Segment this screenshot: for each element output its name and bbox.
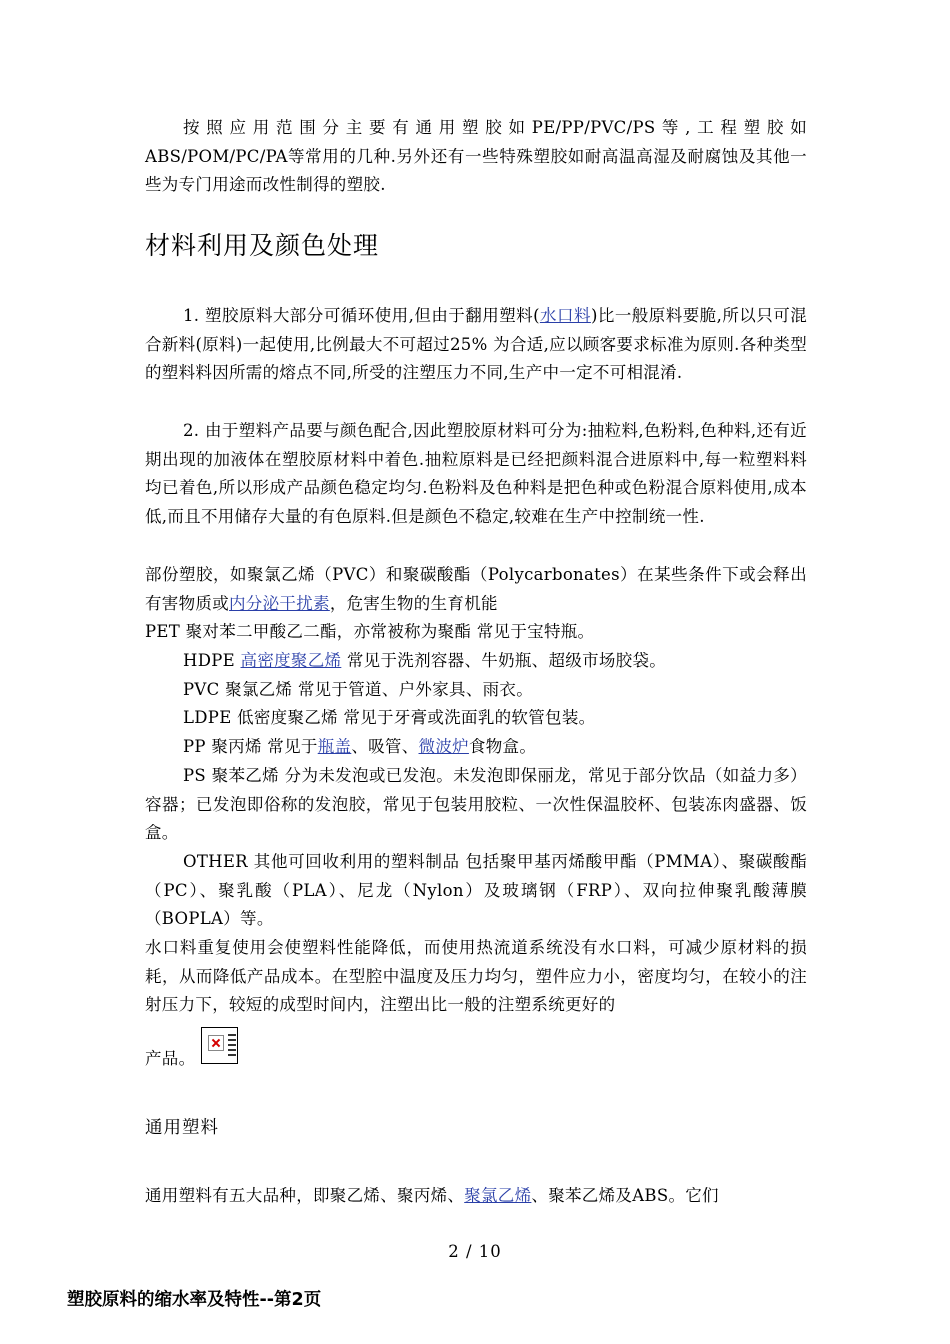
intro-paragraph: 按照应用范围分主要有通用塑胶如PE/PP/PVC/PS等,工程塑胶如ABS/POM/PC/PA等常用的几种.另外还有一些特殊塑胶如耐高温高湿及耐腐蚀及其他一些为专门用途而改性制得的塑胶. xyxy=(145,118,807,195)
page-number: 2 / 10 xyxy=(448,1242,502,1261)
link-bottle-cap[interactable]: 瓶盖 xyxy=(317,737,352,756)
paragraph-1 xyxy=(145,302,807,388)
pp-code: PP 聚丙烯 常见于 xyxy=(183,737,318,756)
p5-text-before: 通用塑料有五大品种，即聚乙烯、聚丙烯、 xyxy=(145,1186,465,1205)
paragraph-5 xyxy=(145,1182,719,1206)
plastic-pvc: PVC 聚氯乙烯 常见于管道、户外家具、雨衣。 xyxy=(183,680,534,699)
section-heading: 材料利用及颜色处理 xyxy=(145,231,380,260)
plastic-ldpe: LDPE 低密度聚乙烯 常见于牙膏或洗面乳的软管包装。 xyxy=(183,708,596,727)
p1-text-after: )比一般原料要脆,所以只可混合新料(原料)一起使用,比例最大不可超过25% 为合适,应以顾客要求标准为原则.各种类型的塑料料因所需的熔点不同,所受的注塑压力不同,生产中一定不可相混淆. xyxy=(145,306,808,383)
link-shuikouliao[interactable]: 水口料 xyxy=(539,306,591,325)
broken-image-icon xyxy=(201,1027,238,1064)
plastic-ps: PS 聚苯乙烯 分为未发泡或已发泡。未发泡即保丽龙，常见于部分饮品（如益力多）容器；已发泡即俗称的发泡胶，常见于包装用胶粒、一次性保温胶杯、包装冻肉盛器、饭盒。 xyxy=(145,766,807,843)
p5-text-after: 、聚苯乙烯及ABS。它们 xyxy=(531,1186,719,1205)
footer-title: 塑胶原料的缩水率及特性--第2页 xyxy=(67,1290,322,1310)
paragraph-3 xyxy=(145,561,807,618)
broken-image-x-icon xyxy=(208,1035,224,1051)
subheading-general-plastics: 通用塑料 xyxy=(145,1118,219,1138)
plastic-pet: PET 聚对苯二甲酸乙二酯，亦常被称为聚酯 常见于宝特瓶。 xyxy=(145,622,595,641)
link-microwave[interactable]: 微波炉 xyxy=(418,737,469,756)
link-pvc[interactable]: 聚氯乙烯 xyxy=(464,1186,532,1205)
plastic-pp xyxy=(183,733,536,757)
hdpe-code: HDPE xyxy=(183,651,241,670)
p1-text-before: 1. 塑胶原料大部分可循环使用,但由于翻用塑料( xyxy=(183,306,540,325)
plastic-hdpe xyxy=(183,647,666,671)
p3-text-before: 部份塑胶，如聚氯乙烯（PVC）和聚碳酸酯（Polycarbonates）在某些条件下或会释出有害物质或 xyxy=(145,565,807,613)
link-hdpe[interactable]: 高密度聚乙烯 xyxy=(240,651,342,670)
paragraph-4: 水口料重复使用会使塑料性能降低，而使用热流道系统没有水口料，可减少原材料的损耗，从而降低产品成本。在型腔中温度及压力均匀，塑件应力小，密度均匀，在较小的注射压力下，较短的成型时间内，注塑出比一般的注塑系统更好的 xyxy=(145,938,807,1015)
paragraph-4-end: 产品。 xyxy=(145,1049,196,1068)
paragraph-2: 2. 由于塑料产品要与颜色配合,因此塑胶原材料可分为:抽粒料,色粉料,色种料,还有近期出现的加液体在塑胶原材料中着色.抽粒原料是已经把颜料混合进原料中,每一粒塑料料均已着色,所以形成产品颜色稳定均匀.色粉料及色种料是把色种或色粉混合原料使用,成本低,而且不用储存大量的有色原料.但是颜色不稳定,较难在生产中控制统一性. xyxy=(145,421,807,526)
pp-after: 食物盒。 xyxy=(468,737,537,756)
p3-text-after: ，危害生物的生育机能 xyxy=(329,593,498,613)
hdpe-desc: 常见于洗剂容器、牛奶瓶、超级市场胶袋。 xyxy=(341,651,667,670)
image-text-placeholder xyxy=(228,1034,236,1058)
plastic-other: OTHER 其他可回收利用的塑料制品 包括聚甲基丙烯酸甲酯（PMMA）、聚碳酸酯（PC）、聚乳酸（PLA）、尼龙（Nylon）及玻璃钢（FRP）、双向拉伸聚乳酸薄膜（BOPLA）等。 xyxy=(145,852,807,929)
pp-mid: 、吸管、 xyxy=(351,737,419,756)
link-endocrine-disruptor[interactable]: 内分泌干扰素 xyxy=(229,593,330,613)
